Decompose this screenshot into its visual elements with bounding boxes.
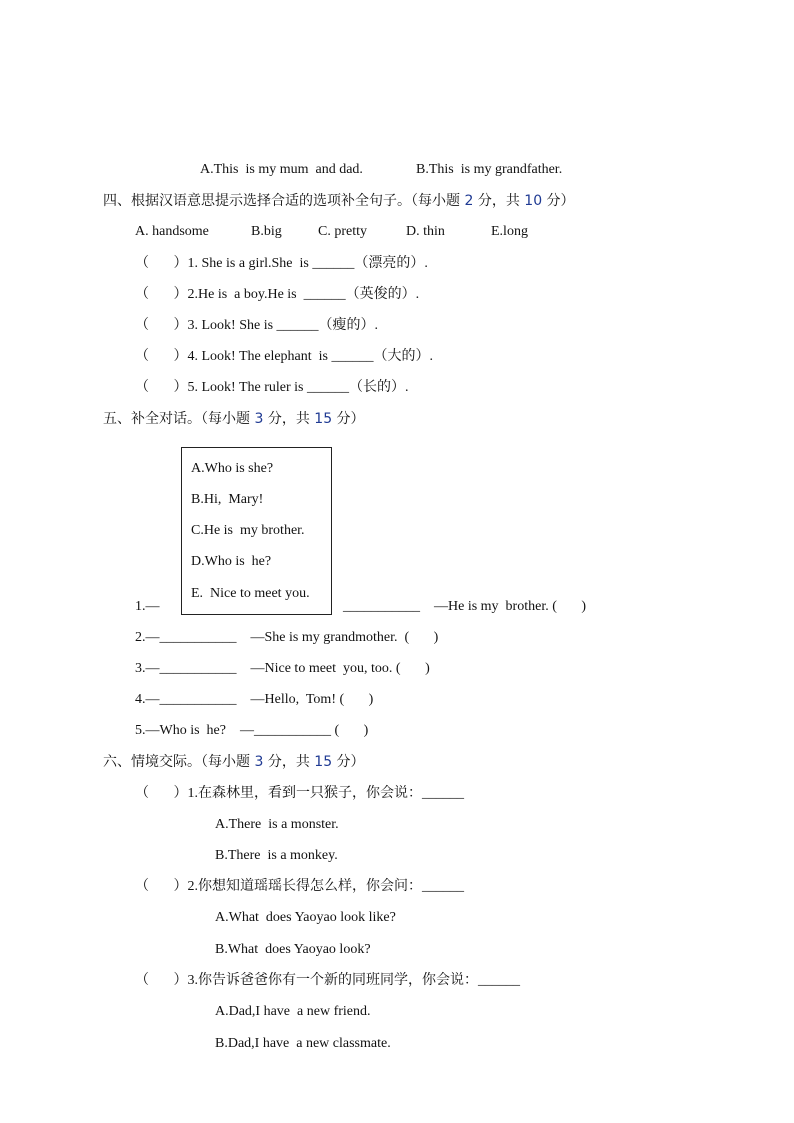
s6-q1-option-b: B.There is a monkey. <box>215 848 338 863</box>
s4-item-5: （ ）5. Look! The ruler is ______（长的）. <box>135 380 409 395</box>
s6-q2-option-a: A.What does Yaoyao look like? <box>215 910 396 925</box>
s6-question-2: （ ）2.你想知道瑶瑶长得怎么样，你会问：______ <box>135 879 464 894</box>
s6-q1-option-a: A.There is a monster. <box>215 817 339 832</box>
section-6-title: 六、情境交际。（每小题 3 分，共 15 分） <box>103 754 365 770</box>
s6-q2-option-b: B.What does Yaoyao look? <box>215 942 371 957</box>
prev-option-b: B.This is my grandfather. <box>416 162 563 177</box>
prev-option-a: A.This is my mum and dad. <box>200 162 363 177</box>
s6-q3-option-a: A.Dad,I have a new friend. <box>215 1004 371 1019</box>
dialogue-line-1-num: 1.— <box>135 599 160 614</box>
dialogue-line-3: 3.—___________ —Nice to meet you, too. ( ) <box>135 661 430 676</box>
box-option-a: A.Who is she? <box>191 461 274 476</box>
s4-item-3: （ ）3. Look! She is ______（瘦的）. <box>135 318 379 333</box>
section-5-title: 五、补全对话。（每小题 3 分，共 15 分） <box>103 411 365 427</box>
s4-option-b: B.big <box>251 224 282 239</box>
dialogue-line-2: 2.—___________ —She is my grandmother. ( ) <box>135 630 439 645</box>
s6-question-1: （ ）1.在森林里，看到一只猴子，你会说：______ <box>135 786 464 801</box>
s6-q3-option-b: B.Dad,I have a new classmate. <box>215 1036 391 1051</box>
s4-option-d: D. thin <box>406 224 445 239</box>
box-option-b: B.Hi, Mary! <box>191 492 264 507</box>
dialogue-line-1: ___________ —He is my brother. ( ) <box>343 599 587 614</box>
box-option-e: E. Nice to meet you. <box>191 586 310 601</box>
s6-question-3: （ ）3.你告诉爸爸你有一个新的同班同学，你会说：______ <box>135 973 520 988</box>
dialogue-line-5: 5.—Who is he? —___________ ( ) <box>135 723 369 738</box>
s4-option-e: E.long <box>491 224 528 239</box>
dialogue-line-4: 4.—___________ —Hello, Tom! ( ) <box>135 692 374 707</box>
section-4-title: 四、根据汉语意思提示选择合适的选项补全句子。（每小题 2 分，共 10 分） <box>103 193 575 209</box>
box-option-c: C.He is my brother. <box>191 523 305 538</box>
s4-option-a: A. handsome <box>135 224 209 239</box>
s4-item-2: （ ）2.He is a boy.He is ______（英俊的）. <box>135 287 420 302</box>
s4-item-1: （ ）1. She is a girl.She is ______（漂亮的）. <box>135 256 428 271</box>
dialogue-options-box <box>181 447 332 615</box>
s4-item-4: （ ）4. Look! The elephant is ______（大的）. <box>135 349 433 364</box>
box-option-d: D.Who is he? <box>191 554 272 569</box>
s4-option-c: C. pretty <box>318 224 367 239</box>
